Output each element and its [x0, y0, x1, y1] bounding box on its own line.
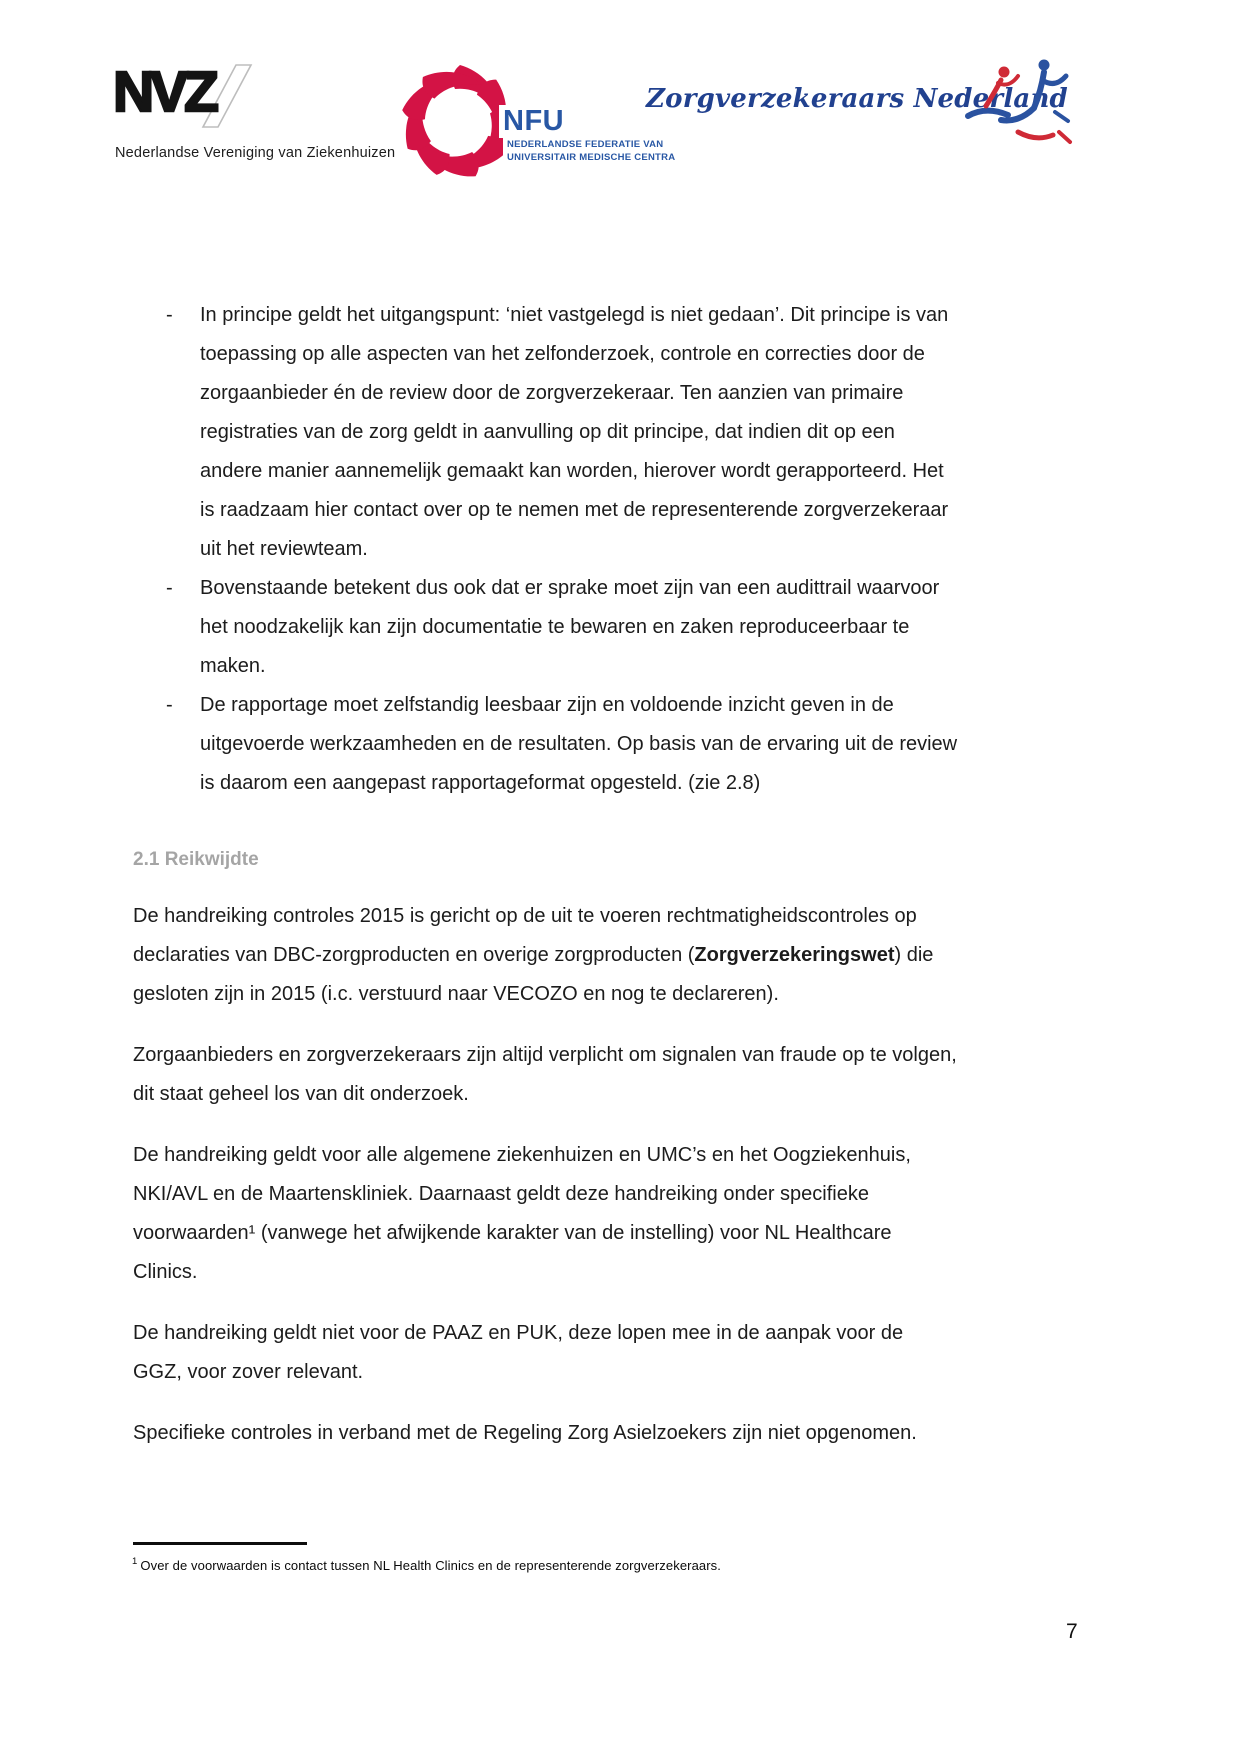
- svg-text:NVZ: NVZ: [113, 60, 215, 124]
- footnote-text: Over de voorwaarden is contact tussen NL Health Clinics en de representerende zorgverzekeraars.: [140, 1558, 721, 1573]
- bullet-item: [133, 569, 1123, 686]
- nfu-subtitle: [503, 138, 675, 164]
- bullet-item: [133, 686, 1123, 803]
- bullet-dash: -: [166, 304, 173, 326]
- zn-title: Zorgverzekeraars Nederland: [646, 84, 1068, 114]
- nfu-subtitle-line1: NEDERLANDSE FEDERATIE VAN: [507, 139, 664, 150]
- paragraph-bold-term: Zorgverzekeringswet: [694, 944, 895, 966]
- footnote-marker: 1: [132, 1556, 138, 1567]
- paragraph-text: De handreiking controles 2015 is gericht op de uit te voeren rechtmatigheidscontroles op declaraties van DBC-zorgproducten en overige zorgproducten (: [133, 905, 917, 966]
- nvz-logo: [110, 55, 400, 161]
- nfu-acronym: NFU: [499, 105, 567, 138]
- paragraph-fraude: Zorgaanbieders en zorgverzekeraars zijn altijd verplicht om signalen van fraude op te volgen, dit staat geheel los van dit onderzoek.: [133, 1044, 957, 1105]
- bullet-item: [133, 296, 1123, 569]
- paragraph-text: ) die gesloten zijn in 2015 (i.c. verstuurd naar VECOZO en nog te declareren).: [133, 944, 934, 1005]
- footnote: [132, 1556, 1032, 1573]
- nfu-subtitle-line2: UNIVERSITAIR MEDISCHE CENTRA: [507, 152, 676, 163]
- page-number: 7: [1066, 1620, 1078, 1643]
- paragraph-paaz-puk: De handreiking geldt niet voor de PAAZ en PUK, deze lopen mee in de aanpak voor de GGZ, voor zover relevant.: [133, 1322, 904, 1383]
- bullet-text: De rapportage moet zelfstandig leesbaar zijn en voldoende inzicht geven in de uitgevoerde werkzaamheden en de resultaten. Op basis van de ervaring uit de review is daarom een aangepast rapportageformat opgesteld. (zie 2.8): [200, 694, 958, 794]
- page-body: [133, 296, 1123, 1453]
- section-heading: 2.1 Reikwijdte: [133, 849, 259, 870]
- bullet-text: In principe geldt het uitgangspunt: ‘niet vastgelegd is niet gedaan’. Dit principe is van toepassing op alle aspecten van het zelfonderzoek, controle en correcties door de zorgaanbieder én de review door de zorgverzekeraar. Ten aanzien van primaire registraties van de zorg geldt in aanvulling op dit principe, dat indien dit op een andere manier aannemelijk gemaakt kan worden, hierover wordt gerapporteerd. Het is raadzaam hier contact over op te nemen met de representerende zorgverzekeraar uit het reviewteam.: [200, 304, 949, 560]
- paragraph-geldigheid: De handreiking geldt voor alle algemene ziekenhuizen en UMC’s en het Oogziekenhuis, NKI/AVL en de Maartenskliniek. Daarnaast geldt deze handreiking onder specifieke voorwaarden¹ (vanwege het afwijkende karakter van de instelling) voor NL Healthcare Clinics.: [133, 1144, 911, 1283]
- footnote-divider: [133, 1542, 307, 1545]
- zn-figures-icon: [960, 52, 1078, 154]
- bullet-text: Bovenstaande betekent dus ook dat er sprake moet zijn van een audittrail waarvoor het noodzakelijk kan zijn documentatie te bewaren en zaken reproduceerbaar te maken.: [200, 577, 940, 677]
- bullet-dash: -: [166, 694, 173, 716]
- bullet-dash: -: [166, 577, 173, 599]
- nfu-logo: [393, 57, 676, 192]
- paragraph-asielzoekers: Specifieke controles in verband met de Regeling Zorg Asielzoekers zijn niet opgenomen.: [133, 1422, 917, 1444]
- paragraph-scope: [133, 897, 1123, 1014]
- nvz-wordmark-icon: [110, 55, 400, 145]
- nvz-caption: Nederlandse Vereniging van Ziekenhuizen: [115, 145, 396, 161]
